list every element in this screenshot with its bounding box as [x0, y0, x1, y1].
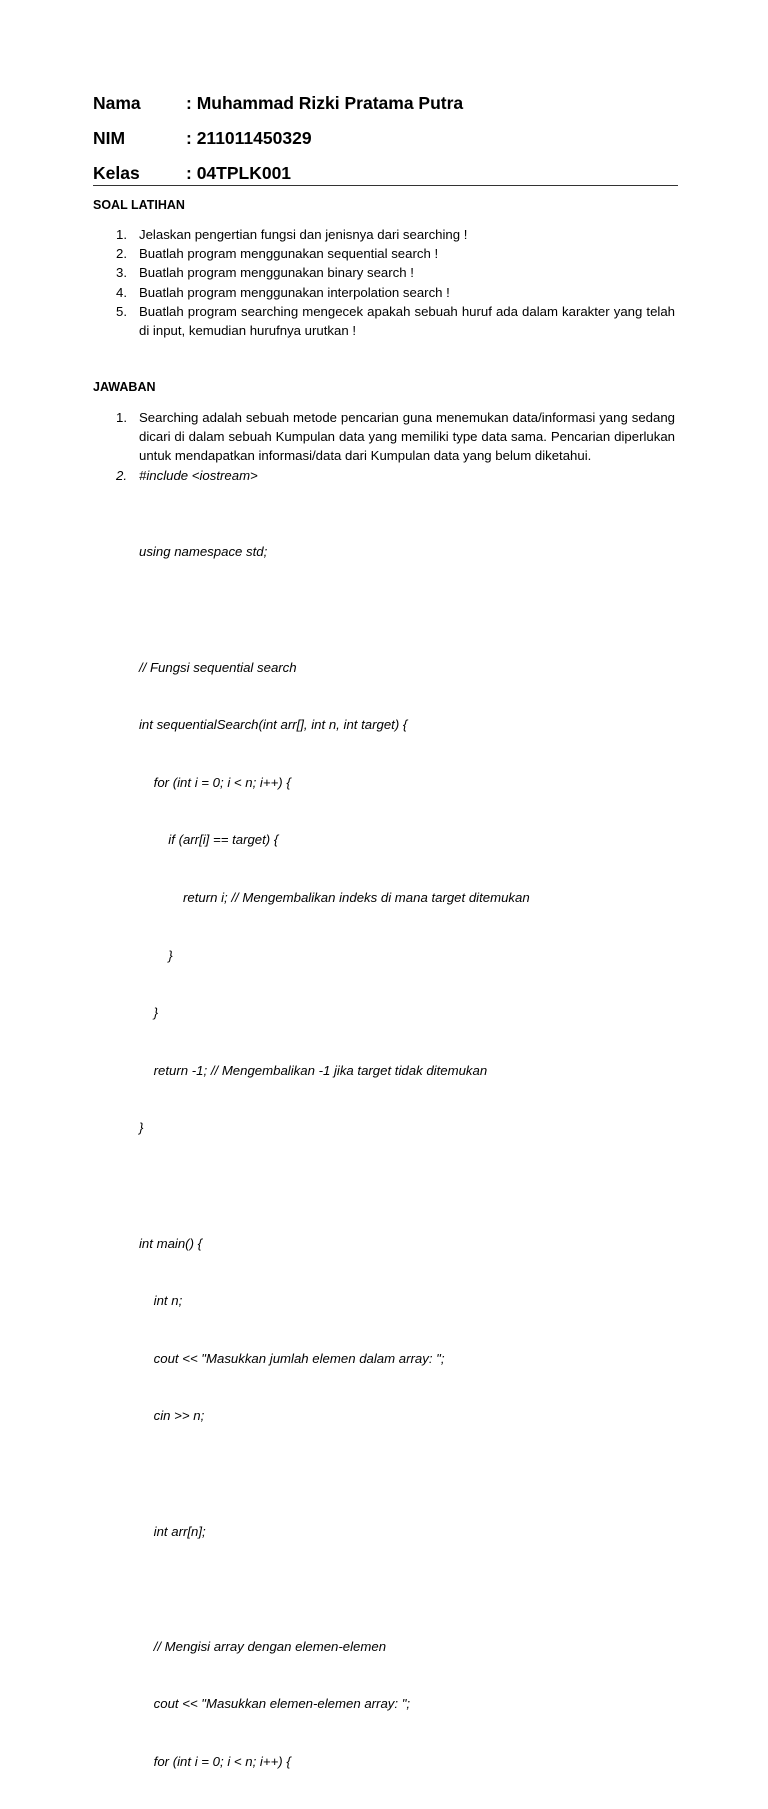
code-line [139, 1176, 679, 1195]
code-line: // Mengisi array dengan elemen-elemen [139, 1638, 387, 1654]
item-text: Buatlah program menggunakan binary search ! [139, 265, 414, 281]
item-number: 3. [116, 265, 127, 281]
item-number: 5. [116, 303, 127, 319]
item-number: 1. [116, 227, 127, 242]
item-number: 4. [116, 284, 127, 300]
item-number: 2. [116, 246, 127, 262]
code-line: // Fungsi sequential search [139, 659, 297, 675]
code-line: for (int i = 0; i < n; i++) { [139, 1753, 291, 1769]
code-line: if (arr[i] == target) { [139, 832, 279, 848]
nim-value: : 211011450329 [186, 128, 312, 148]
soal-title: SOAL LATIHAN [93, 198, 185, 212]
code-line [139, 1579, 679, 1598]
code-first-line: #include <iostream> [139, 467, 258, 483]
list-item [93, 225, 675, 244]
code-line: } [139, 1120, 144, 1136]
list-item [93, 244, 675, 263]
code-line: return i; // Mengembalikan indeks di mana target ditemukan [139, 889, 530, 905]
jawaban-title: JAWABAN [93, 380, 156, 394]
item-number: 2. [116, 467, 127, 483]
name-row [93, 86, 677, 121]
nim-label: NIM [93, 128, 126, 148]
code-line: } [139, 1005, 159, 1021]
code-line [139, 1464, 679, 1483]
class-label: Kelas [93, 163, 140, 183]
code-line: using namespace std; [139, 544, 268, 560]
item-text: Buatlah program searching mengecek apakah sebuah huruf ada dalam karakter yang telah di input, kemudian hurufnya urutkan ! [139, 303, 675, 339]
student-info-header [93, 86, 677, 191]
item-text: Buatlah program menggunakan interpolation search ! [139, 284, 450, 300]
list-item [93, 263, 675, 282]
code-line: cin >> n; [139, 1408, 205, 1424]
code-line: int n; [139, 1293, 183, 1309]
item-text: Buatlah program menggunakan sequential search ! [139, 246, 439, 262]
header-divider [93, 185, 678, 186]
code-line: for (int i = 0; i < n; i++) { [139, 774, 291, 790]
code-line: return -1; // Mengembalikan -1 jika target tidak ditemukan [139, 1062, 488, 1078]
code-block [139, 504, 679, 1809]
list-item [93, 408, 675, 466]
code-line: cout << "Masukkan jumlah elemen dalam array: "; [139, 1350, 445, 1366]
list-item [93, 283, 675, 302]
name-label: Nama [93, 93, 141, 113]
class-value: : 04TPLK001 [186, 163, 292, 183]
code-line: cout << "Masukkan elemen-elemen array: "; [139, 1696, 411, 1712]
code-line: } [139, 947, 173, 963]
code-line: int arr[n]; [139, 1523, 206, 1539]
code-line [139, 600, 679, 619]
list-item [93, 466, 675, 485]
code-line: int main() { [139, 1235, 203, 1251]
list-item [93, 302, 675, 340]
item-text: Searching adalah sebuah metode pencarian guna menemukan data/informasi yang sedang dicari di dalam sebuah Kumpulan data yang memiliki type data sama. Pencarian diperlukan untuk mendapatkan informasi/data dari Kumpulan data yang belum diketahui. [139, 410, 675, 464]
item-number: 1. [116, 410, 127, 425]
item-text: Jelaskan pengertian fungsi dan jenisnya dari searching ! [139, 227, 468, 242]
name-value: : Muhammad Rizki Pratama Putra [186, 93, 464, 113]
code-line: int sequentialSearch(int arr[], int n, int target) { [139, 717, 408, 733]
soal-list [93, 225, 675, 340]
nim-row [93, 121, 677, 156]
jawaban-list [93, 408, 675, 485]
